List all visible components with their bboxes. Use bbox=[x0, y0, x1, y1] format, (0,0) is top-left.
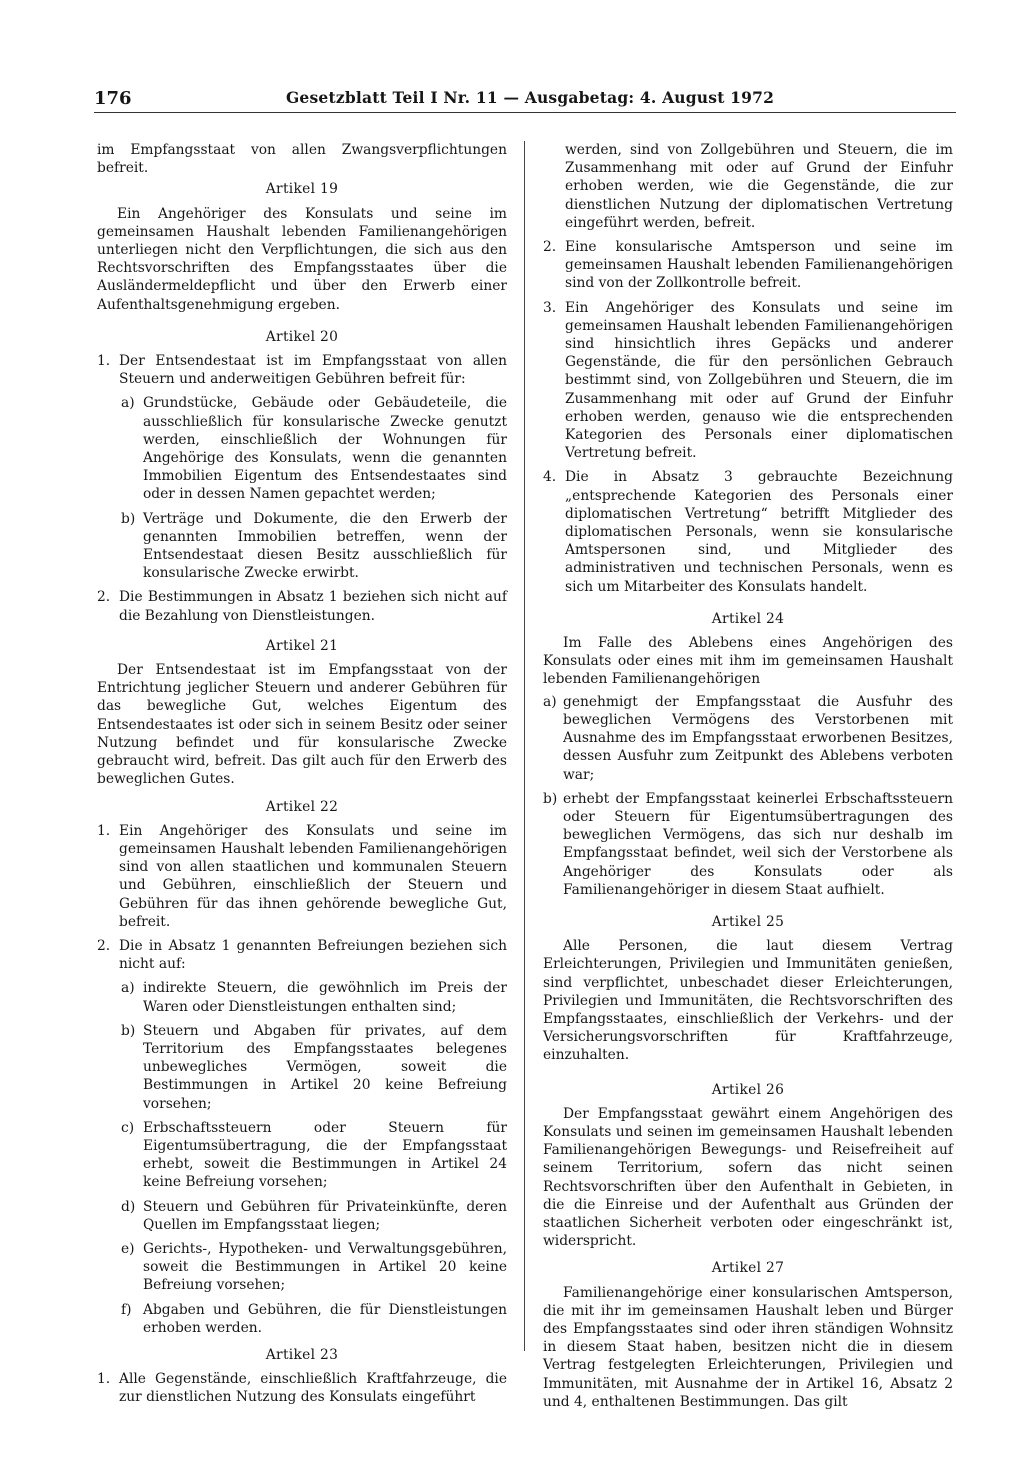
article-26-text: Der Empfangsstaat gewährt einem Angehörigen des Konsulats und seinen im gemeinsamen Haushalt lebenden Familienangehörigen Bewegungs- und Reisefreiheit auf seinem Territorium, sofern das nicht seinen Rechtsvorschriften über den Aufenthalt in Gebieten, in die die Einreise und der Aufenthalt aus Gründen der staatlichen Sicherheit verboten oder eingeschränkt ist, widerspricht. bbox=[543, 1105, 953, 1250]
list-marker: b) bbox=[121, 510, 136, 527]
item-text: indirekte Steuern, die gewöhnlich im Preis der Waren oder Dienstleistungen enthalten sind; bbox=[143, 980, 507, 1015]
article-22-item-b bbox=[97, 1022, 507, 1113]
item-text: Verträge und Dokumente, die den Erwerb der genannten Immobilien betreffen, wenn der Entsendestaat diesen Besitz ausschließlich für konsularische Zwecke erwirbt. bbox=[143, 510, 507, 582]
list-marker: d) bbox=[121, 1198, 136, 1215]
article-23-paragraph-1 bbox=[97, 1370, 507, 1406]
item-text: Steuern und Gebühren für Privateinkünfte, deren Quellen im Empfangsstaat liegen; bbox=[143, 1198, 507, 1233]
article-19-heading: Artikel 19 bbox=[265, 181, 339, 198]
list-marker: a) bbox=[121, 395, 135, 412]
article-23-paragraph-4 bbox=[543, 468, 953, 595]
list-marker: 1. bbox=[97, 822, 111, 839]
list-marker: 2. bbox=[97, 589, 111, 606]
article-21-text: Der Entsendestaat ist im Empfangsstaat von der Entrichtung jeglicher Steuern und anderer Gebühren für das bewegliche Gut, welches Eigentum des Entsendestaates ist oder sich in seinem Besitz oder seiner Nutzung befindet und für konsularische Zwecke gebraucht wird, befreit. Das gilt auch für den Erwerb des beweglichen Gutes. bbox=[97, 662, 507, 788]
list-marker: f) bbox=[121, 1301, 132, 1318]
article-27-text: Familienangehörige einer konsularischen Amtsperson, die mit ihr im gemeinsamen Haushalt leben und Bürger des Empfangsstaates sind oder ihren ständigen Wohnsitz in diesem Staat haben, besitzen nicht die in diesem Vertrag festgelegten Erleichterungen, Privilegien und Immunitäten, mit Ausnahme der in Artikel 16, Absatz 2 und 4, enthaltenen Bestimmungen. Das gilt bbox=[543, 1284, 953, 1410]
article-25-heading: Artikel 25 bbox=[711, 913, 785, 930]
list-marker: b) bbox=[543, 790, 558, 807]
paragraph-text: Ein Angehöriger des Konsulats und seine im gemeinsamen Haushalt lebenden Familienangehörigen sind von allen staatlichen und kommunalen Steuern und Gebühren, einschließlich der Steuern und Gebühren für das ihnen gehörende bewegliche Gut, befreit. bbox=[119, 822, 507, 930]
right-column bbox=[543, 141, 953, 1411]
paragraph-text: Ein Angehöriger des Konsulats und seine im gemeinsamen Haushalt lebenden Familienangehörigen sind hinsichtlich ihres Gepäcks und anderer Gegenstände, die für den persönlichen Gebrauch bestimmt sind, von Zollgebühren und Steuern, die im Zusammenhang mit oder auf Grund der Einfuhr erhoben werden, genauso wie die entsprechenden Kategorien des Personals einer diplomatischen Vertretung befreit. bbox=[565, 299, 953, 462]
article-24-item-b bbox=[543, 790, 953, 899]
article-20-item-a bbox=[97, 394, 507, 503]
list-marker: a) bbox=[543, 693, 557, 710]
left-column bbox=[97, 141, 507, 1413]
article-22-heading: Artikel 22 bbox=[265, 798, 339, 815]
article-20-item-b bbox=[97, 510, 507, 583]
article-23-paragraph-1-continued: werden, sind von Zollgebühren und Steuern, die im Zusammenhang mit oder auf Grund der Einfuhr erhoben werden, wie die Gegenstände, die zur dienstlichen Nutzung der diplomatischen Vertretung eingeführt werden, befreit. bbox=[565, 142, 953, 231]
article-27-heading: Artikel 27 bbox=[711, 1260, 785, 1277]
article-26-heading: Artikel 26 bbox=[711, 1081, 785, 1098]
article-22-item-c bbox=[97, 1119, 507, 1192]
article-22-item-d bbox=[97, 1198, 507, 1234]
publication-title: Gesetzblatt Teil I Nr. 11 — Ausgabetag: 4. August 1972 bbox=[286, 88, 775, 107]
paragraph-text: Die in Absatz 3 gebrauchte Bezeichnung „entsprechende Kategorien des Personals einer diplomatischen Vertretung“ betrifft Mitglieder des diplomatischen Personals, wenn sie konsularische Amtspersonen sind, und Mitglieder des administrativen und technischen Personals, wenn es sich um Mitarbeiter des Konsulats handelt. bbox=[565, 469, 953, 595]
article-25-text: Alle Personen, die laut diesem Vertrag Erleichterungen, Privilegien und Immunitäten genießen, sind verpflichtet, unbeschadet dieser Erleichterungen, Privilegien und Immunitäten, die Rechtsvorschriften des Empfangsstaates, einschließlich der Verkehrs- und der Versicherungsvorschriften für Kraftfahrzeuge, einzuhalten. bbox=[543, 938, 953, 1064]
item-text: Erbschaftssteuern oder Steuern für Eigentumsübertragung, die der Empfangsstaat erhebt, soweit die Bestimmungen in Artikel 24 keine Befreiung vorsehen; bbox=[143, 1119, 507, 1191]
article-20-paragraph-2 bbox=[97, 588, 507, 624]
article-21-heading: Artikel 21 bbox=[265, 637, 339, 654]
paragraph-text: Die Bestimmungen in Absatz 1 beziehen sich nicht auf die Bezahlung von Dienstleistungen. bbox=[119, 589, 507, 624]
article-23-heading: Artikel 23 bbox=[265, 1346, 339, 1363]
page-number: 176 bbox=[94, 88, 132, 109]
article-20-paragraph-1 bbox=[97, 352, 507, 388]
list-marker: 3. bbox=[543, 299, 557, 316]
list-marker: 4. bbox=[543, 469, 557, 486]
list-marker: 2. bbox=[97, 937, 111, 954]
paragraph-text: Alle Gegenstände, einschließlich Kraftfahrzeuge, die zur dienstlichen Nutzung des Konsulats eingeführt bbox=[119, 1371, 507, 1406]
article-20-heading: Artikel 20 bbox=[265, 328, 339, 345]
list-marker: 2. bbox=[543, 239, 557, 256]
item-text: Gerichts-, Hypotheken- und Verwaltungsgebühren, soweit die Bestimmungen in Artikel 20 keine Befreiung vorsehen; bbox=[143, 1240, 507, 1294]
item-text: genehmigt der Empfangsstaat die Ausfuhr des beweglichen Vermögens des Verstorbenen mit Ausnahme des im Empfangsstaat erworbenen Besitzes, dessen Ausfuhr zum Zeitpunkt des Ablebens verboten war; bbox=[563, 693, 953, 783]
article-23-paragraph-3 bbox=[543, 299, 953, 463]
article-22-item-f bbox=[97, 1301, 507, 1337]
list-marker: 1. bbox=[97, 1371, 111, 1388]
paragraph-text: Die in Absatz 1 genannten Befreiungen beziehen sich nicht auf: bbox=[119, 937, 507, 973]
article-24-item-a bbox=[543, 693, 953, 784]
article-22-item-e bbox=[97, 1240, 507, 1295]
article-22-paragraph-2 bbox=[97, 937, 507, 973]
article-24-intro: Im Falle des Ablebens eines Angehörigen des Konsulats oder eines mit ihm im gemeinsamen Haushalt lebenden Familienangehörigen bbox=[543, 635, 953, 688]
list-marker: e) bbox=[121, 1240, 135, 1257]
column-divider bbox=[524, 141, 525, 1351]
list-marker: c) bbox=[121, 1119, 135, 1136]
paragraph-text: Eine konsularische Amtsperson und seine im gemeinsamen Haushalt lebenden Familienangehörigen sind von der Zollkontrolle befreit. bbox=[565, 239, 953, 292]
article-22-paragraph-1 bbox=[97, 822, 507, 931]
item-text: Grundstücke, Gebäude oder Gebäudeteile, die ausschließlich für konsularische Zwecke genutzt werden, einschließlich der Wohnungen für Angehörige des Konsulats, wenn die genannten Immobilien Eigentum des Entsendestaates sind oder in dessen Namen gepachtet werden; bbox=[143, 395, 507, 503]
list-marker: b) bbox=[121, 1022, 136, 1039]
paragraph-text: Der Entsendestaat ist im Empfangsstaat von allen Steuern und anderweitigen Gebühren befreit für: bbox=[119, 353, 507, 388]
intro-paragraph: im Empfangsstaat von allen Zwangsverpflichtungen befreit. bbox=[97, 142, 507, 177]
article-24-heading: Artikel 24 bbox=[711, 610, 785, 627]
article-23-paragraph-2 bbox=[543, 238, 953, 293]
item-text: erhebt der Empfangsstaat keinerlei Erbschaftssteuern oder Steuern für Eigentumsübertragungen des beweglichen Vermögens, das sich nur deshalb im Empfangsstaat befindet, weil sich der Verstorbene als Angehöriger des Konsulats oder als Familienangehöriger in diesem Staat aufhielt. bbox=[563, 790, 953, 898]
list-marker: 1. bbox=[97, 353, 111, 370]
item-text: Steuern und Abgaben für privates, auf dem Territorium des Empfangsstaates belegenes unbewegliches Vermögen, soweit die Bestimmungen in Artikel 20 keine Befreiung vorsehen; bbox=[143, 1022, 507, 1112]
list-marker: a) bbox=[121, 980, 135, 997]
article-19-text: Ein Angehöriger des Konsulats und seine im gemeinsamen Haushalt lebenden Familienangehörigen unterliegen nicht den Verpflichtungen, die sich aus den Rechtsvorschriften des Empfangsstaates über die Ausländermeldepflicht und über den Erwerb einer Aufenthaltsgenehmigung ergeben. bbox=[97, 205, 507, 313]
article-22-item-a bbox=[97, 979, 507, 1015]
page-header bbox=[94, 86, 956, 113]
item-text: Abgaben und Gebühren, die für Dienstleistungen erhoben werden. bbox=[143, 1301, 507, 1336]
